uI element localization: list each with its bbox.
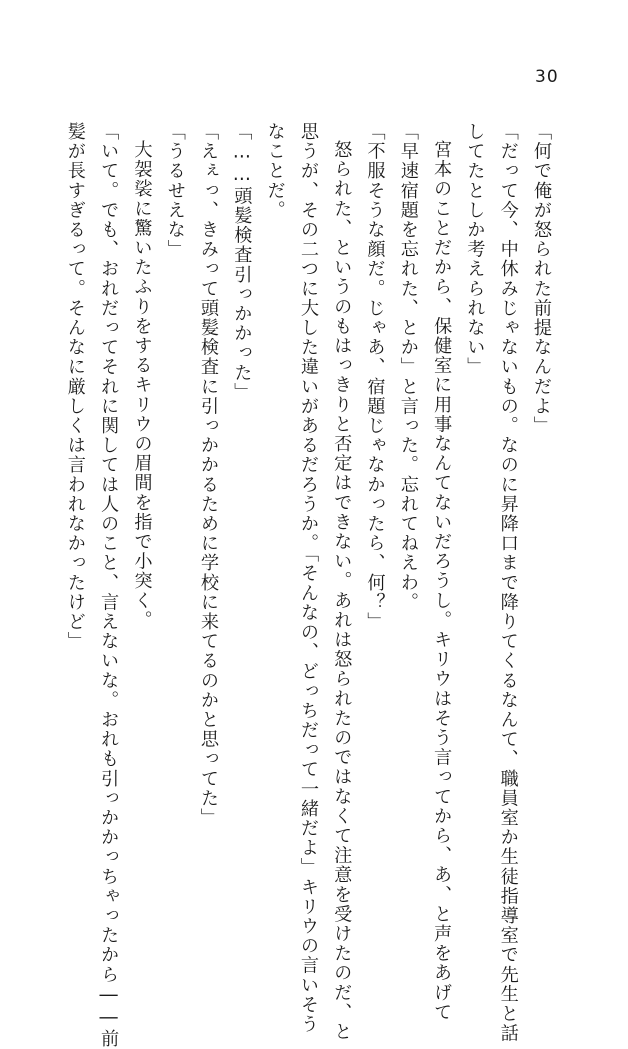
- text-line: なことだ。: [264, 122, 286, 220]
- text-line: 髪が長すぎるって。そんなに厳しくは言われなかったけど」: [64, 122, 86, 652]
- text-line: 宮本のことだから、保健室に用事なんてないだろうし。キリウはそう言ってから、あ、と声をあげて: [431, 140, 453, 1023]
- text-line: 「何で俺が怒られた前提なんだよ」: [531, 122, 552, 436]
- text-line: 「不服そうな顔だ。じゃあ、宿題じゃなかったら、何？」: [364, 122, 386, 632]
- text-line: 「いて。でも、おれだってそれに関しては人のこと、言えないな。おれも引っかかっちゃったから――前: [98, 122, 120, 1049]
- page-number: 30: [535, 67, 559, 87]
- novel-text-body: [59, 122, 558, 1049]
- text-line: 思うが、その二つに大した違いがあるだろうか。「そんなの、どっちだって一緒だよ」キリウの言いそう: [297, 122, 319, 1035]
- text-line: 怒られた、というのもはっきりと否定はできない。あれは怒られたのではなくて注意を受けたのだ、と: [331, 140, 353, 1042]
- text-line: してたとしか考えられない」: [464, 122, 486, 377]
- text-line: 大袈裟に驚いたふりをするキリウの眉間を指で小突く。: [131, 140, 153, 631]
- text-line: 「えぇっ、きみって頭髪検査に引っかかるために学校に来てるのかと思ってた」: [198, 122, 220, 828]
- text-line: 「……頭髪検査引っかかった」: [231, 122, 253, 402]
- text-line: 「早速宿題を忘れた、とか」と言った。忘れてねえわ。: [397, 122, 419, 612]
- text-line: 「うるせえな」: [164, 122, 186, 260]
- text-line: 「だって今、中休みじゃないもの。なのに昇降口まで降りてくるなんて、職員室か生徒指導室で先生と話: [497, 122, 519, 1044]
